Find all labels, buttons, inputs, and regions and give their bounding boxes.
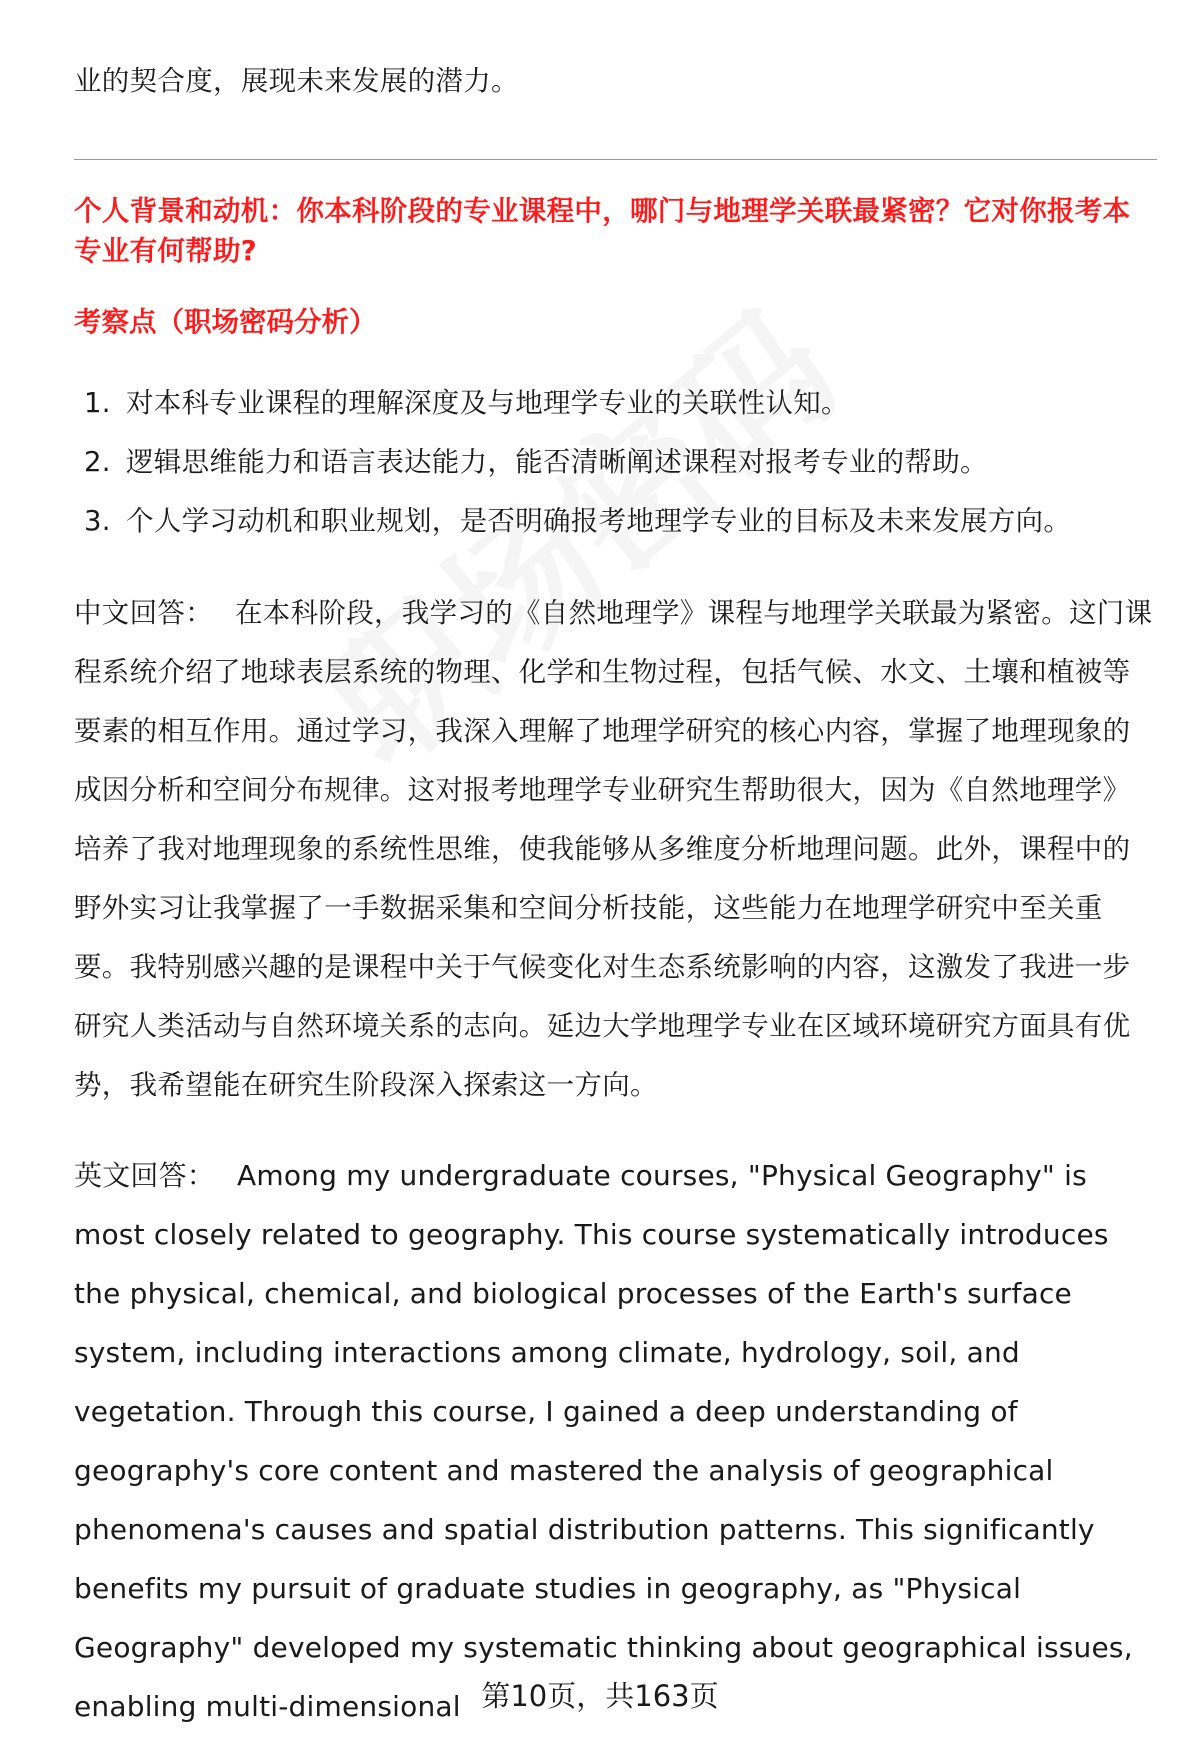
english-answer-text: Among my undergraduate courses, "Physical Geography" is most closely related to geography. This course systematically introduces the physical, chemical, and biological processes of the Earth's surface system, including interactions among climate, hydrology, soil, and vegetation. Through this course, I gained a deep understanding of geography's core content and mastered the analysis of geographical phenomena's causes and spatial distribution patterns. This significantly benefits my pursuit of graduate studies in geography, as "Physical Geography" developed my systematic thinking about geographical issues, enabling multi-dimensional xyxy=(74,1159,1133,1723)
list-item xyxy=(84,374,1157,433)
question-heading: 个人背景和动机：你本科阶段的专业课程中，哪门与地理学关联最紧密？它对你报考本专业有何帮助? xyxy=(74,195,1131,267)
list-item-number: 1. xyxy=(84,387,111,419)
list-item-number: 2. xyxy=(84,446,111,478)
english-answer-label: 英文回答： xyxy=(74,1159,216,1192)
list-item-text: 对本科专业课程的理解深度及与地理学专业的关联性认知。 xyxy=(126,387,849,419)
list-item xyxy=(84,433,1157,492)
assessment-points-title: 考察点（职场密码分析） xyxy=(74,306,377,338)
page-footer: 第10页，共163页 xyxy=(481,1679,719,1713)
list-item-number: 3. xyxy=(84,505,111,537)
list-item xyxy=(84,492,1157,551)
chinese-answer-text: 在本科阶段，我学习的《自然地理学》课程与地理学关联最为紧密。这门课程系统介绍了地球表层系统的物理、化学和生物过程，包括气候、水文、土壤和植被等要素的相互作用。通过学习，我深入理解了地理学研究的核心内容，掌握了地理现象的成因分析和空间分布规律。这对报考地理学专业研究生帮助很大，因为《自然地理学》培养了我对地理现象的系统性思维，使我能够从多维度分析地理问题。此外，课程中的野外实习让我掌握了一手数据采集和空间分析技能，这些能力在地理学研究中至关重要。我特别感兴趣的是课程中关于气候变化对生态系统影响的内容，这激发了我进一步研究人类活动与自然环境关系的志向。延边大学地理学专业在区域环境研究方面具有优势，我希望能在研究生阶段深入探索这一方向。 xyxy=(74,597,1153,1101)
list-item-text: 逻辑思维能力和语言表达能力，能否清晰阐述课程对报考专业的帮助。 xyxy=(126,446,988,478)
chinese-answer-label: 中文回答： xyxy=(74,597,213,629)
english-answer xyxy=(74,1146,1157,1736)
chinese-answer xyxy=(74,584,1157,1115)
lead-paragraph: 业的契合度，展现未来发展的潜力。 xyxy=(74,65,519,97)
list-item-text: 个人学习动机和职业规划，是否明确报考地理学专业的目标及未来发展方向。 xyxy=(126,505,1072,537)
document-page xyxy=(74,0,1157,1755)
section-divider xyxy=(74,159,1157,160)
assessment-points-list xyxy=(84,374,1157,551)
